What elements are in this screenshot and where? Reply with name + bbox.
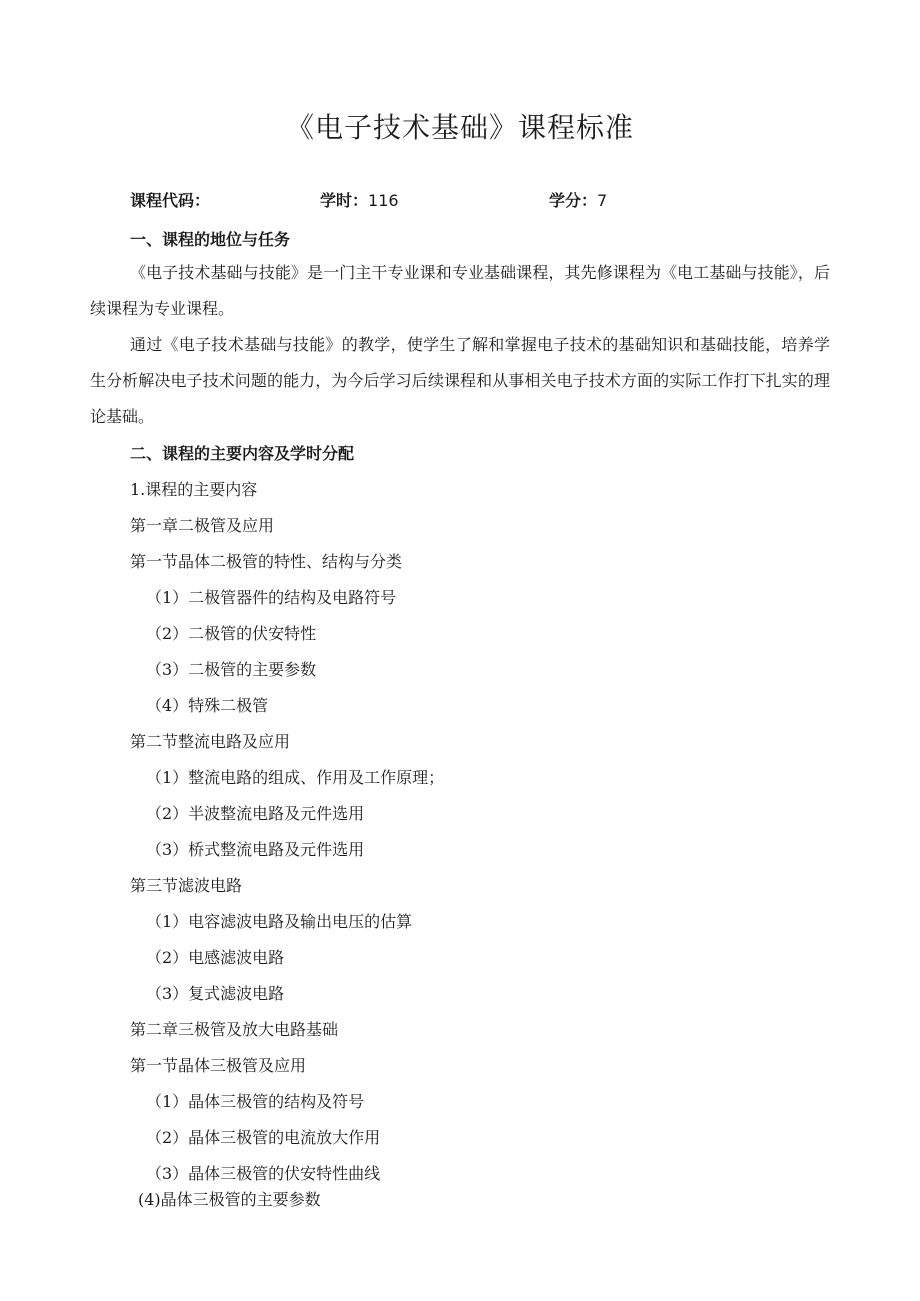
list-item: （2）二极管的伏安特性: [146, 624, 317, 643]
list-item: （2）电感滤波电路: [146, 948, 285, 967]
document-title: 《电子技术基础》课程标准: [285, 111, 634, 144]
paragraph-1: 《电子技术基础与技能》是一门主干专业课和专业基础课程，其先修课程为《电工基础与技能》，后续课程为专业课程。: [90, 263, 830, 318]
section-line: 第三节滤波电路: [130, 876, 243, 895]
list-item: （3）晶体三极管的伏安特性曲线: [146, 1164, 381, 1183]
credits-label: 学分：: [549, 191, 598, 210]
section-heading-2: 二、课程的主要内容及学时分配: [130, 444, 355, 463]
list-item: （1）二极管器件的结构及电路符号: [146, 588, 397, 607]
list-item: （3）二极管的主要参数: [146, 660, 317, 679]
course-credits: [549, 188, 607, 211]
list-item: （3）复式滤波电路: [146, 984, 285, 1003]
list-item: （2）半波整流电路及元件选用: [146, 804, 365, 823]
chapter-heading: 第二章三极管及放大电路基础: [130, 1020, 339, 1039]
list-item: （4）特殊二极管: [146, 696, 269, 715]
course-code-label: 课程代码：: [130, 191, 211, 210]
list-item: （2）晶体三极管的电流放大作用: [146, 1128, 381, 1147]
hours-value: 116: [368, 191, 399, 210]
list-item: （1）晶体三极管的结构及符号: [146, 1092, 365, 1111]
section-line: 第二节整流电路及应用: [130, 732, 291, 751]
section-line: 第一节晶体二极管的特性、结构与分类: [130, 552, 403, 571]
credits-value: 7: [597, 191, 608, 210]
content-subheading: 1.课程的主要内容: [130, 480, 258, 499]
section-heading-1: 一、课程的地位与任务: [130, 230, 291, 249]
paragraph-2: 通过《电子技术基础与技能》的教学，使学生了解和掌握电子技术的基础知识和基础技能，培养学生分析解决电子技术问题的能力，为今后学习后续课程和从事相关电子技术方面的实际工作打下扎实的理论基础。: [90, 335, 830, 426]
list-item: （3）桥式整流电路及元件选用: [146, 840, 365, 859]
chapter-heading: 第一章二极管及应用: [130, 516, 275, 535]
course-code: [130, 188, 210, 211]
section-line: 第一节晶体三极管及应用: [130, 1056, 307, 1075]
course-hours: [320, 188, 399, 211]
list-item: （1）整流电路的组成、作用及工作原理；: [146, 768, 445, 787]
list-item: （1）电容滤波电路及输出电压的估算: [146, 912, 413, 931]
list-item: (4)晶体三极管的主要参数: [138, 1190, 321, 1209]
hours-label: 学时：: [320, 191, 369, 210]
